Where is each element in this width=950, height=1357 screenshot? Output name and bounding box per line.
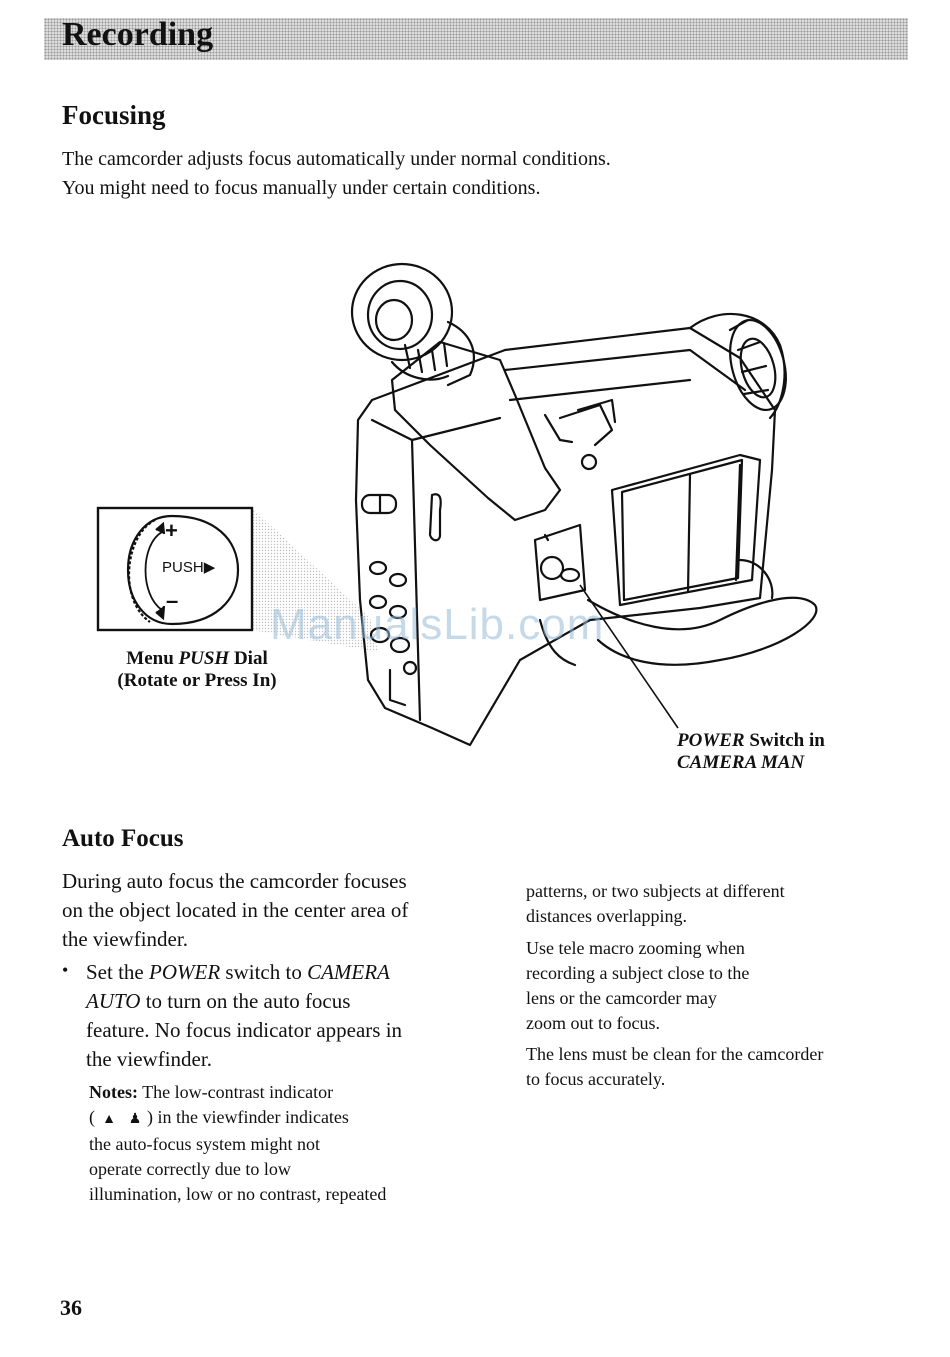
power-callout-em: POWER [677, 730, 745, 751]
col2-line-3: Use tele macro zooming when [526, 938, 745, 958]
bullet-icon: • [62, 960, 69, 980]
dial-callout-line-2: (Rotate or Press In) [117, 670, 277, 691]
dial-push-text: PUSH [162, 559, 204, 576]
bullet-1a-mid: switch to [220, 960, 308, 984]
bullet-line-4: the viewfinder. [86, 1047, 212, 1071]
bullet-1a-em: POWER [149, 960, 221, 984]
viewfinder [392, 342, 560, 520]
focusing-heading: Focusing [62, 100, 166, 130]
notes-paren-close: ) in the viewfinder indicates [147, 1107, 349, 1127]
af-line-1: During auto focus the camcorder focuses [62, 869, 407, 893]
low-contrast-mountain-icon: ▲ [102, 1112, 116, 1127]
col2-line-8: to focus accurately. [526, 1069, 666, 1089]
section-title: Recording [62, 16, 214, 53]
col2-line-7: The lens must be clean for the camcorder [526, 1044, 824, 1064]
bullet-1b-em: AUTO [86, 989, 141, 1013]
bullet-line-3: feature. No focus indicator appears in [86, 1018, 403, 1042]
notes-line-4: operate correctly due to low [89, 1159, 291, 1179]
dial-callout-line-1 [104, 648, 290, 670]
dial-push-label [162, 558, 215, 576]
notes-line-2 [89, 1105, 469, 1132]
dial-minus-label: – [166, 588, 179, 613]
notes-paren-open: ( [89, 1107, 95, 1127]
col2-line-5: lens or the camcorder may [526, 988, 717, 1008]
notes-line-5: illumination, low or no contrast, repeated [89, 1184, 387, 1204]
power-callout-line-1 [677, 730, 825, 752]
notes-block [89, 1080, 469, 1207]
power-callout-line-2 [677, 752, 825, 774]
af-line-2: on the object located in the center area of [62, 898, 409, 922]
dial-callout-suffix: Dial [229, 648, 268, 669]
dial-plus-label: + [165, 518, 178, 543]
bullet-1a-pre: Set the [86, 960, 149, 984]
notes-line-1 [89, 1080, 469, 1105]
intro-line-2: You might need to focus manually under certain conditions. [62, 177, 541, 199]
bullet-line-1 [86, 958, 486, 987]
auto-focus-heading: Auto Focus [62, 825, 184, 852]
power-callout-mode: CAMERA MAN [677, 752, 805, 773]
bullet-1b-post: to turn on the auto focus [140, 989, 351, 1013]
col2-line-1: patterns, or two subjects at different [526, 881, 785, 901]
notes-label: Notes: [89, 1082, 138, 1102]
power-callout [677, 730, 825, 774]
col2-line-6: zoom out to focus. [526, 1013, 660, 1033]
af-line-3: the viewfinder. [62, 927, 188, 951]
dial-callout [104, 648, 290, 692]
col2-line-4: recording a subject close to the [526, 963, 750, 983]
low-contrast-person-icon: ♟ [128, 1112, 142, 1127]
auto-focus-paragraph [62, 867, 482, 954]
notes-text-1: The low-contrast indicator [137, 1082, 334, 1102]
notes-continued [526, 879, 906, 1092]
focusing-intro [62, 145, 782, 203]
dial-callout-em: PUSH [178, 648, 230, 669]
auto-focus-bullet [86, 958, 486, 1074]
watermark: ManualsLib.com [270, 600, 605, 649]
col2-line-2: distances overlapping. [526, 906, 687, 926]
push-arrow-icon: ▶ [203, 559, 216, 576]
intro-line-1: The camcorder adjusts focus automatically under normal conditions. [62, 148, 611, 170]
bullet-1a-em2: CAMERA [307, 960, 390, 984]
power-callout-suffix: Switch in [744, 730, 825, 751]
page-number: 36 [60, 1295, 82, 1320]
notes-line-3: the auto-focus system might not [89, 1134, 320, 1154]
bullet-line-2 [86, 987, 486, 1016]
dial-callout-prefix: Menu [126, 648, 179, 669]
